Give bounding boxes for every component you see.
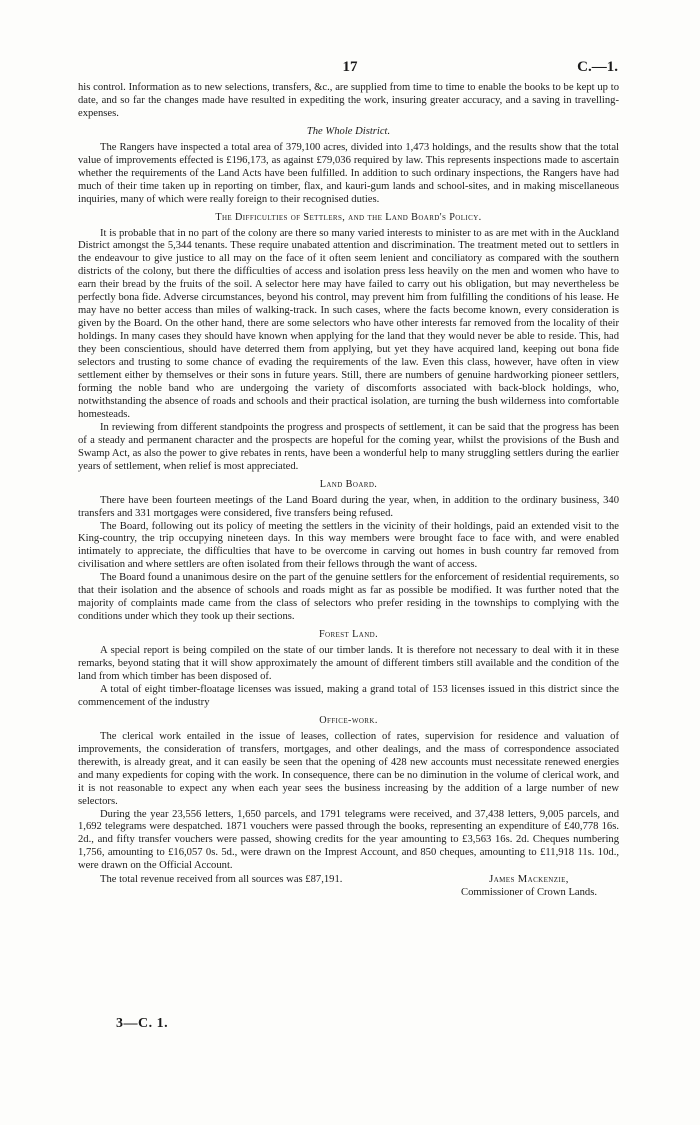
document-reference: C.—1.: [577, 59, 618, 75]
paragraph-land-board-3: The Board found a unanimous desire on the part of the genuine settlers for the enforcement of residential requirements, so that their isolation and the absence of schools and roads might as far as possible be modified. It was further noted that the majority of complaints made came from the class of selectors who prefer residing in the townships to complying with the conditions under which they took up their sections.: [78, 572, 619, 623]
paragraph-revenue: The total revenue received from all sources was £87,191.: [100, 874, 343, 886]
signatory-name: James Mackenzie,: [489, 874, 569, 886]
signoff-row: [78, 874, 619, 900]
signatory-title: Commissioner of Crown Lands.: [461, 887, 597, 899]
paragraph-forest-1: A special report is being compiled on the state of our timber lands. It is therefore not necessary to deal with it in these remarks, beyond stating that it will show approximately the amount of different timbers still available and the condition of the land from which timber has been disposed of.: [78, 645, 619, 682]
paragraph-difficulties-1: It is probable that in no part of the colony are there so many varied interests to minister to as are met with in the Auckland District amongst the 5,344 tenants. These require unabated attention and discrimination. The treatment meted out to settlers in the endeavour to give justice to all may on the face of it often seem lenient and conciliatory as compared with the southern districts of the colony, but there the difficulties of access and isolation press less heavily on the men and women who have to earn their bread by the fruits of the soil. A selector here may have failed to carry out his obligation, but may nevertheless be perfectly bona fide. Adverse circumstances, beyond his control, may prevent him from fulfilling the conditions of his lease. He may have no better access than miles of walking-track. In such cases, where the facts become known, every consideration is given by the Board. On the other hand, there are some selectors who have other interests far removed from the locality of their holdings. In many cases they should have known when applying for the land that they would never be able to reside. This, had they been conscientious, should have deterred them from applying, but yet they have acquired land, keeping out bona fide selectors and trusting to some chance of evading the requirements of the law. Even this class, however, have often in view settlement either by themselves or their sons in future years. Still, there are numbers of genuine hardworking pioneer settlers, forming the noble band who are undergoing the variety of discomforts associated with back-block holdings, who, notwithstanding the absence of roads and schools and their practical isolation, are turning the bush wilderness into comfortable homesteads.: [78, 227, 619, 420]
paragraph-difficulties-2: In reviewing from different standpoints the progress and prospects of settlement, it can be said that the progress has been of a steady and permanent character and the prospects are hopeful for the coming year, whilst the provisions of the Bush and Swamp Act, as also the power to give rebates in rents, have been a wonderful help to many struggling settlers during the earlier years of settlement, when relief is most appreciated.: [78, 421, 619, 472]
paragraph-forest-2: A total of eight timber-floatage licenses was issued, making a grand total of 153 licenses issued in this district since the commencement of the industry: [78, 683, 619, 708]
sheet-reference: 3—C. 1.: [116, 1016, 169, 1031]
heading-whole-district: The Whole District.: [306, 125, 391, 137]
heading-land-board: Land Board.: [319, 478, 378, 490]
paragraph-land-board-1: There have been fourteen meetings of the Land Board during the year, when, in addition to the ordinary business, 340 transfers and 331 mortgages were considered, five transfers being refused.: [78, 494, 619, 519]
body-text: [78, 82, 619, 900]
page-number: 17: [342, 59, 358, 75]
heading-office-work: Office-work.: [319, 714, 378, 726]
paragraph-office-2: During the year 23,556 letters, 1,650 parcels, and 1791 telegrams were received, and 37,438 letters, 9,005 parcels, and 1,692 telegrams were despatched. 1871 vouchers were passed through the books, representing an expenditure of £40,778 16s. 2d., and fifty transfer vouchers were passed, showing credits for the year amounting to £3,563 16s. 2d. Cheques numbering 1,756, amounting to £16,057 0s. 5d., were drawn on the Imprest Account, and 850 cheques, amounting to £11,918 11s. 10d., were drawn on the Official Account.: [78, 808, 619, 872]
paragraph-land-board-2: The Board, following out its policy of meeting the settlers in the vicinity of their holdings, paid an extended visit to the King-country, the trip occupying nineteen days. In this way members were brought face to face with, and were enabled intimately to appreciate, the difficulties that have to be overcome in carving out homes in bush country far removed from civilisation and where settlers are often isolated from their fellows through the want of access.: [78, 520, 619, 571]
paragraph-whole-district: The Rangers have inspected a total area of 379,100 acres, divided into 1,473 holdings, and the results show that the total value of improvements effected is £196,173, as against £79,036 required by law. This represents inspections made to ascertain whether the requirements of the Land Acts have been fulfilled. In addition to such ordinary inspections, the Rangers have had much of their time taken up in reporting on timber, flax, and kauri-gum lands and school-sites, and in making miscellaneous inquiries, many of which were really foreign to their recognised duties.: [78, 141, 619, 205]
heading-difficulties: The Difficulties of Settlers, and the Land Board's Policy.: [215, 211, 482, 223]
signature-block: [461, 874, 597, 900]
paragraph-intro: his control. Information as to new selections, transfers, &c., are supplied from time to time to enable the books to be kept up to date, and so far the changes made have resulted in expediting the work, insuring greater accuracy, and a saving in travelling-expenses.: [78, 82, 619, 119]
paragraph-office-1: The clerical work entailed in the issue of leases, collection of rates, supervision for residence and valuation of improvements, the consideration of transfers, mortgages, and other dealings, and the mass of correspondence associated therewith, is already great, and it can easily be seen that the opening of 428 new accounts must necessitate renewed energies and many expedients for coping with the work. In consequence, there can be no diminution in the volume of clerical work, and it is not reasonable to expect any when each year sees the business increasing by the addition of a large number of new selectors.: [78, 730, 619, 807]
heading-forest-land: Forest Land.: [318, 629, 379, 641]
